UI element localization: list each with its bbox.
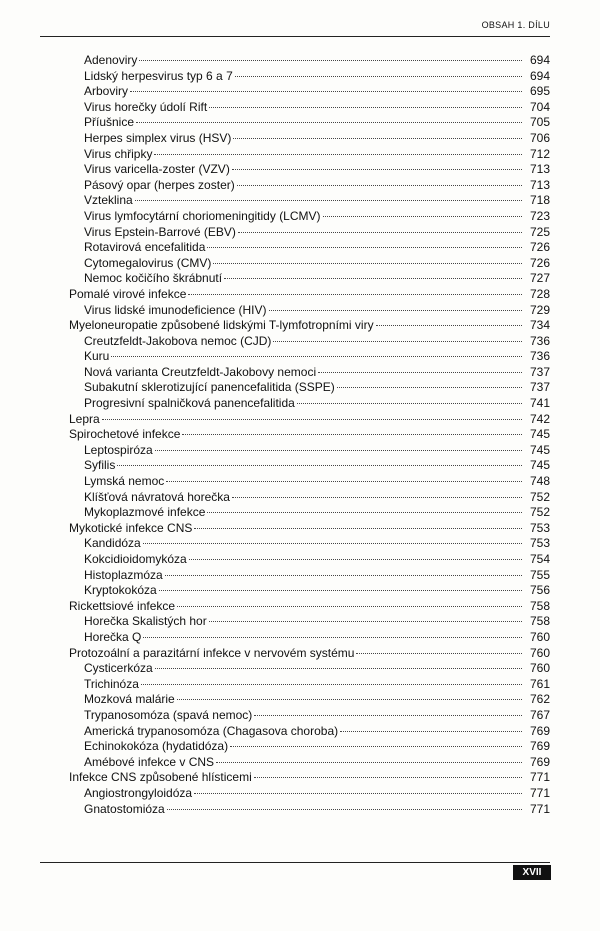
- toc-entry: [0, 490, 550, 506]
- toc-entry: [0, 334, 550, 350]
- toc-entry-title: Příušnice: [84, 115, 135, 130]
- toc-entry-page: 760: [529, 645, 550, 660]
- toc-entry: [0, 583, 550, 599]
- toc-entry-page: 761: [529, 676, 550, 691]
- toc-entry: [0, 708, 550, 724]
- toc-entry-page: 752: [529, 505, 550, 520]
- dot-leader: [154, 154, 522, 155]
- dot-leader: [318, 372, 522, 373]
- toc-entry: [0, 770, 550, 786]
- toc-entry-page: 713: [529, 162, 550, 177]
- toc-entry-page: 741: [529, 396, 550, 411]
- toc-entry-page: 745: [529, 427, 550, 442]
- toc-entry: [0, 115, 550, 131]
- dot-leader: [166, 481, 522, 482]
- toc-entry-page: 713: [529, 177, 550, 192]
- toc-entry: [0, 474, 550, 490]
- dot-leader: [209, 621, 522, 622]
- dot-leader: [167, 809, 522, 810]
- dot-leader: [216, 762, 522, 763]
- toc-entry: [0, 630, 550, 646]
- dot-leader: [207, 512, 522, 513]
- toc-entry-title: Pomalé virové infekce: [69, 286, 187, 301]
- toc-entry-title: Virus lidské imunodeficience (HIV): [84, 302, 267, 317]
- dot-leader: [177, 606, 522, 607]
- dot-leader: [233, 138, 522, 139]
- dot-leader: [143, 543, 522, 544]
- toc-entry: [0, 755, 550, 771]
- toc-entry: [0, 131, 550, 147]
- toc-entry: [0, 100, 550, 116]
- toc-entry-page: 771: [529, 801, 550, 816]
- toc-entry-page: 745: [529, 442, 550, 457]
- toc-entry-title: Kuru: [84, 349, 110, 364]
- toc-entry-title: Adenoviry: [84, 53, 138, 67]
- toc-entry: [0, 240, 550, 256]
- dot-leader: [209, 107, 522, 108]
- dot-leader: [213, 263, 522, 264]
- toc-entry-page: 752: [529, 489, 550, 504]
- toc-entry: [0, 412, 550, 428]
- toc-entry-page: 771: [529, 785, 550, 800]
- toc-entry-title: Rotavirová encefalitida: [84, 240, 206, 255]
- dot-leader: [159, 590, 522, 591]
- toc-entry: [0, 178, 550, 194]
- toc-entry-page: 742: [529, 411, 550, 426]
- toc-entry-page: 756: [529, 583, 550, 598]
- running-header: [40, 14, 550, 37]
- dot-leader: [273, 341, 522, 342]
- toc-entry: [0, 521, 550, 537]
- dot-leader: [340, 731, 522, 732]
- dot-leader: [189, 559, 522, 560]
- toc-entry-page: 705: [529, 115, 550, 130]
- toc-entry-page: 762: [529, 692, 550, 707]
- toc-entry-page: 706: [529, 130, 550, 145]
- dot-leader: [182, 434, 522, 435]
- toc-entry-page: 758: [529, 598, 550, 613]
- toc-entry-title: Syfilis: [84, 458, 116, 473]
- dot-leader: [254, 715, 522, 716]
- toc-entry: [0, 69, 550, 85]
- toc-entry-page: 737: [529, 364, 550, 379]
- dot-leader: [188, 294, 522, 295]
- dot-leader: [141, 684, 522, 685]
- toc-entry-title: Mozková malárie: [84, 692, 175, 707]
- toc-entry-page: 745: [529, 458, 550, 473]
- dot-leader: [232, 169, 522, 170]
- toc-entry-title: Arboviry: [84, 84, 129, 99]
- footer-rule: [40, 862, 550, 863]
- dot-leader: [207, 247, 522, 248]
- toc-entry: [0, 193, 550, 209]
- toc-entry-page: 754: [529, 552, 550, 566]
- toc-entry: [0, 505, 550, 521]
- toc-entry-title: Myeloneuropatie způsobené lidskými T-lymfotropními viry: [69, 318, 374, 333]
- dot-leader: [135, 200, 522, 201]
- toc-entry-title: Echinokokóza (hydatidóza): [84, 739, 229, 754]
- toc-entry: [0, 568, 550, 584]
- toc-entry-page: 723: [529, 208, 550, 223]
- dot-leader: [136, 122, 522, 123]
- dot-leader: [269, 310, 522, 311]
- toc-entry-page: 695: [529, 84, 550, 99]
- toc-entry: [0, 739, 550, 755]
- toc-entry-title: Lidský herpesvirus typ 6 a 7: [84, 68, 233, 83]
- toc-entry: [0, 396, 550, 412]
- dot-leader: [254, 777, 522, 778]
- toc-entry-title: Mykotické infekce CNS: [69, 520, 193, 535]
- toc-entry-title: Amébové infekce v CNS: [84, 754, 215, 769]
- toc-entry: [0, 162, 550, 178]
- toc-entry: [0, 225, 550, 241]
- toc-entry-title: Leptospiróza: [84, 442, 153, 457]
- toc-entry-title: Virus Epstein-Barrové (EBV): [84, 224, 236, 239]
- dot-leader: [165, 575, 522, 576]
- toc-entry-title: Virus horečky údolí Rift: [84, 99, 208, 114]
- toc-entry: [0, 365, 550, 381]
- toc-entry-title: Trichinóza: [84, 676, 139, 691]
- toc-entry: [0, 677, 550, 693]
- toc-entry-page: 760: [529, 629, 550, 644]
- page-number-badge: XVII: [513, 865, 551, 880]
- toc-entry: [0, 303, 550, 319]
- toc-entry-title: Virus chřipky: [84, 146, 153, 161]
- dot-leader: [155, 668, 522, 669]
- toc-entry-title: Creutzfeldt-Jakobova nemoc (CJD): [84, 333, 272, 348]
- dot-leader: [194, 793, 522, 794]
- toc-entry-title: Kandidóza: [84, 536, 141, 551]
- toc-entry-title: Virus lymfocytární choriomeningitidy (LCMV): [84, 208, 321, 223]
- toc-entry-title: Virus varicella-zoster (VZV): [84, 162, 230, 177]
- toc-entry: [0, 786, 550, 802]
- toc-entry-title: Horečka Q: [84, 629, 142, 644]
- toc-entry: [0, 692, 550, 708]
- toc-entry: [0, 661, 550, 677]
- toc-entry-title: Lepra: [69, 411, 100, 426]
- dot-leader: [232, 497, 522, 498]
- dot-leader: [139, 60, 522, 61]
- toc-entry: [0, 536, 550, 552]
- toc-entry: [0, 349, 550, 365]
- toc-entry-page: 748: [529, 474, 550, 489]
- toc-entry: [0, 646, 550, 662]
- dot-leader: [337, 387, 522, 388]
- toc-entry-title: Progresivní spalničková panencefalitida: [84, 396, 295, 411]
- toc-entry: [0, 256, 550, 272]
- header-title: OBSAH 1. DÍLU: [481, 20, 550, 30]
- dot-leader: [194, 528, 522, 529]
- toc-entry-title: Subakutní sklerotizující panencefalitida (SSPE): [84, 380, 335, 395]
- toc-entry: [0, 287, 550, 303]
- toc-entry-title: Pásový opar (herpes zoster): [84, 177, 235, 192]
- toc-entry-title: Vzteklina: [84, 193, 133, 208]
- toc-entry-title: Klíšťová návratová horečka: [84, 489, 230, 504]
- toc-entry-title: Histoplazmóza: [84, 567, 163, 582]
- toc-entry: [0, 614, 550, 630]
- toc-entry-page: 694: [529, 68, 550, 83]
- toc-entry-page: 769: [529, 754, 550, 769]
- toc-entry-page: 726: [529, 255, 550, 270]
- toc-entry-page: 734: [529, 318, 550, 333]
- dot-leader: [235, 76, 522, 77]
- toc-entry-page: 704: [529, 99, 550, 114]
- dot-leader: [323, 216, 522, 217]
- toc-entry-page: 771: [529, 770, 550, 785]
- toc-entry: [0, 458, 550, 474]
- toc-entry-title: Cysticerkóza: [84, 661, 153, 676]
- toc-entry-title: Mykoplazmové infekce: [84, 505, 206, 520]
- toc-entry-page: 769: [529, 723, 550, 738]
- toc-entry: [0, 84, 550, 100]
- table-of-contents: [0, 53, 600, 817]
- toc-entry-title: Spirochetové infekce: [69, 427, 181, 442]
- dot-leader: [224, 278, 522, 279]
- toc-entry-page: 729: [529, 302, 550, 317]
- toc-entry-title: Kokcidioidomykóza: [84, 552, 187, 566]
- toc-entry-title: Angiostrongyloidóza: [84, 785, 193, 800]
- dot-leader: [238, 232, 522, 233]
- toc-entry-title: Kryptokokóza: [84, 583, 157, 598]
- toc-entry-title: Nová varianta Creutzfeldt-Jakobovy nemoci: [84, 364, 317, 379]
- toc-entry-page: 769: [529, 739, 550, 754]
- toc-entry-title: Protozoální a parazitární infekce v nervovém systému: [69, 645, 355, 660]
- dot-leader: [237, 185, 522, 186]
- toc-entry-page: 726: [529, 240, 550, 255]
- toc-entry-title: Rickettsiové infekce: [69, 598, 176, 613]
- dot-leader: [155, 450, 522, 451]
- dot-leader: [102, 419, 522, 420]
- toc-entry-page: 725: [529, 224, 550, 239]
- toc-entry-page: 718: [529, 193, 550, 208]
- toc-entry-page: 760: [529, 661, 550, 676]
- toc-entry-title: Infekce CNS způsobené hlísticemi: [69, 770, 252, 785]
- toc-entry-title: Nemoc kočičího škrábnutí: [84, 271, 223, 286]
- toc-entry: [0, 427, 550, 443]
- toc-entry-title: Trypanosomóza (spavá nemoc): [84, 707, 253, 722]
- toc-entry-page: 694: [529, 53, 550, 67]
- toc-entry: [0, 802, 550, 818]
- toc-entry: [0, 147, 550, 163]
- toc-entry-title: Gnatostomióza: [84, 801, 165, 816]
- toc-entry-page: 728: [529, 286, 550, 301]
- toc-entry: [0, 724, 550, 740]
- dot-leader: [356, 653, 522, 654]
- toc-entry-page: 755: [529, 567, 550, 582]
- toc-entry-title: Americká trypanosomóza (Chagasova choroba): [84, 723, 339, 738]
- toc-entry-title: Cytomegalovirus (CMV): [84, 255, 212, 270]
- toc-entry: [0, 53, 550, 69]
- dot-leader: [130, 91, 522, 92]
- toc-entry-page: 767: [529, 707, 550, 722]
- toc-entry-page: 736: [529, 333, 550, 348]
- toc-entry: [0, 599, 550, 615]
- dot-leader: [297, 403, 522, 404]
- toc-entry: [0, 552, 550, 568]
- toc-entry-page: 727: [529, 271, 550, 286]
- dot-leader: [143, 637, 522, 638]
- toc-entry: [0, 318, 550, 334]
- dot-leader: [117, 465, 522, 466]
- toc-entry-page: 753: [529, 536, 550, 551]
- toc-entry-title: Herpes simplex virus (HSV): [84, 130, 232, 145]
- toc-entry-page: 753: [529, 520, 550, 535]
- toc-entry: [0, 271, 550, 287]
- toc-entry-page: 736: [529, 349, 550, 364]
- dot-leader: [177, 699, 522, 700]
- toc-entry: [0, 443, 550, 459]
- toc-entry-title: Lymská nemoc: [84, 474, 165, 489]
- dot-leader: [376, 325, 522, 326]
- dot-leader: [230, 746, 522, 747]
- toc-entry: [0, 380, 550, 396]
- toc-entry-title: Horečka Skalistých hor: [84, 614, 207, 629]
- dot-leader: [111, 356, 522, 357]
- toc-entry: [0, 209, 550, 225]
- toc-entry-page: 712: [529, 146, 550, 161]
- toc-entry-page: 758: [529, 614, 550, 629]
- toc-entry-page: 737: [529, 380, 550, 395]
